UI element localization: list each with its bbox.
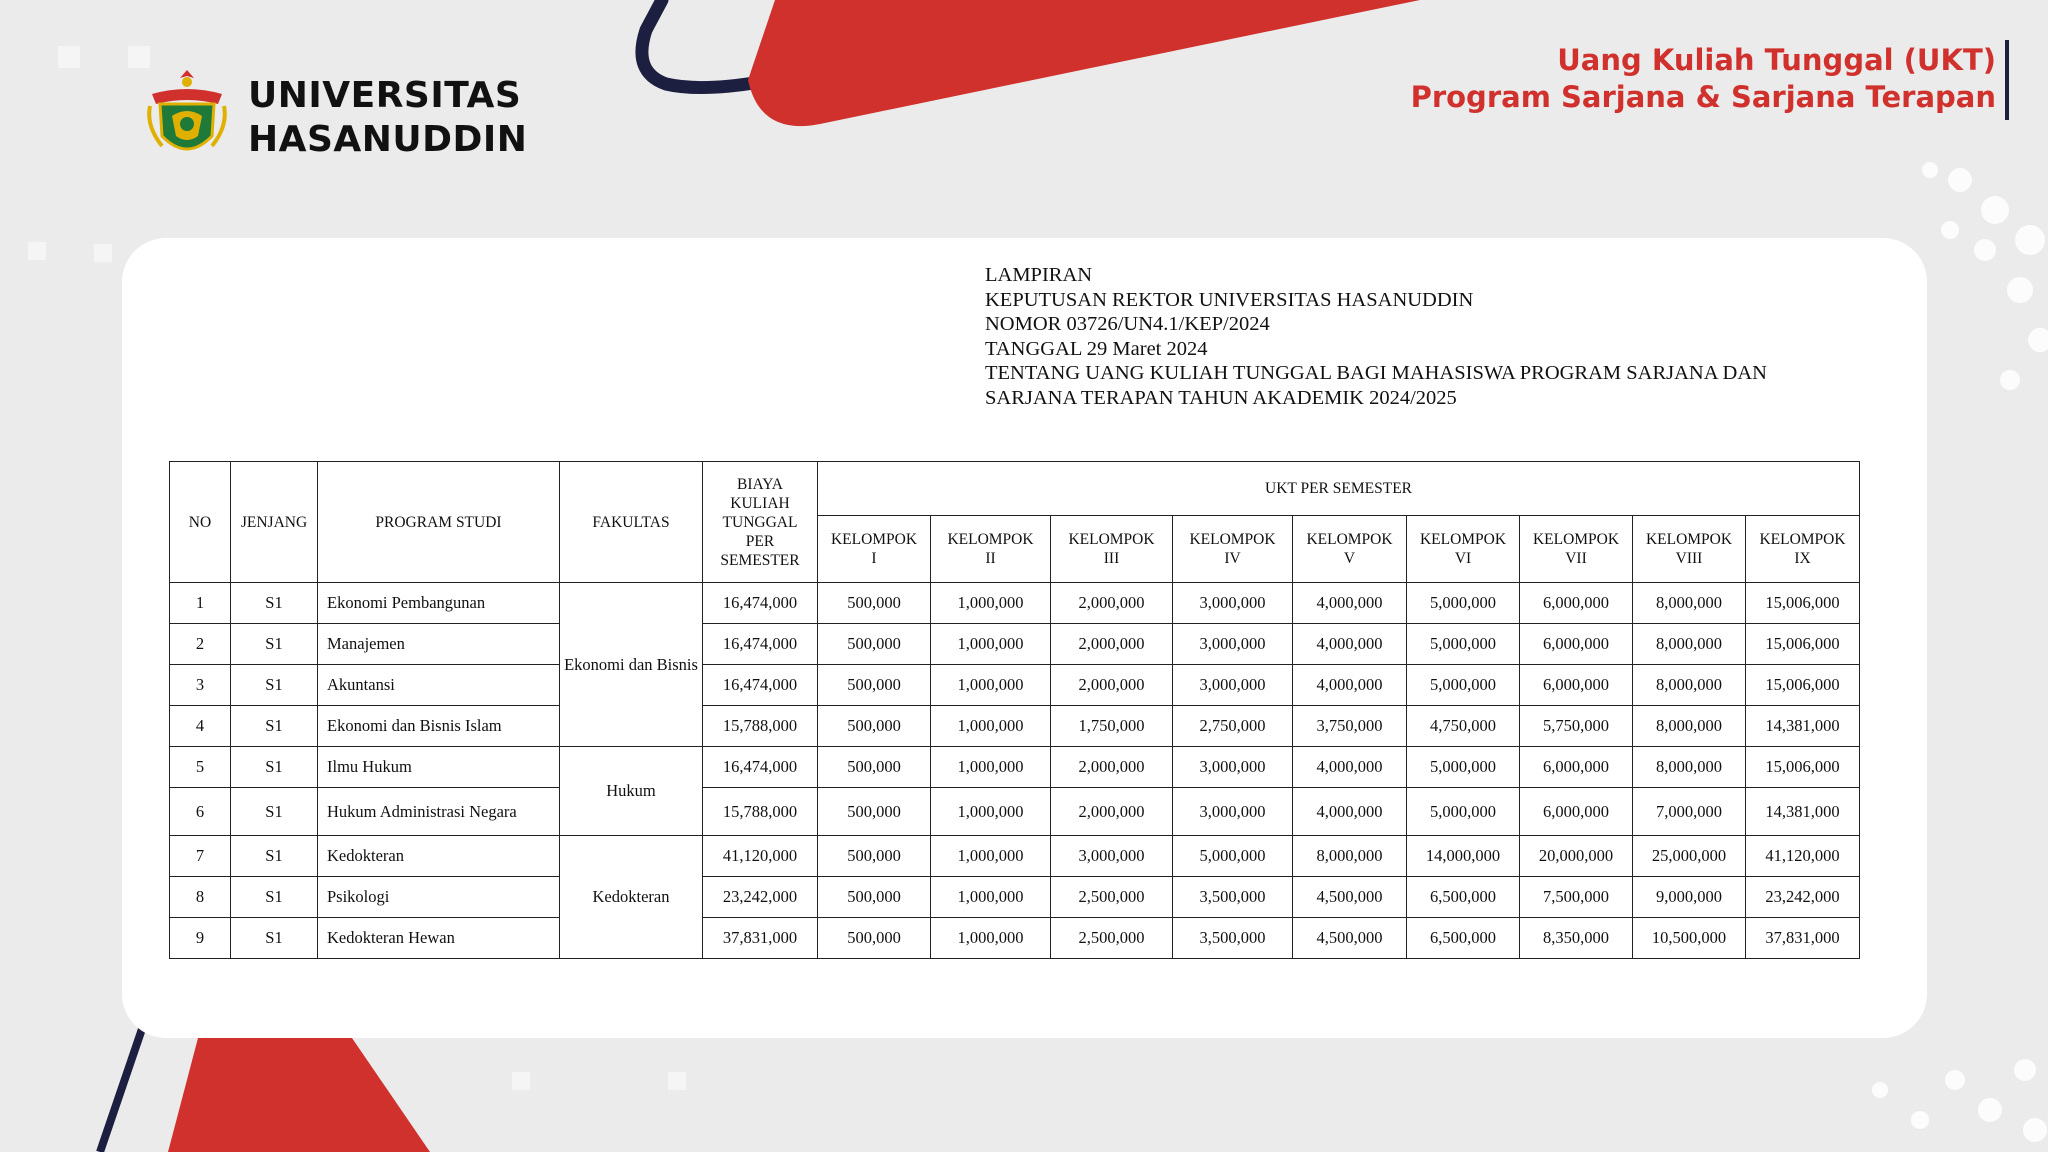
cell-kelompok: 1,000,000: [931, 918, 1051, 959]
cell-kelompok: 3,000,000: [1173, 747, 1293, 788]
kelompok-numeral: IX: [1794, 550, 1811, 567]
cell-kelompok: 1,000,000: [931, 836, 1051, 877]
cell-biaya: 15,788,000: [703, 788, 818, 836]
cell-kelompok: 9,000,000: [1633, 877, 1746, 918]
cell-fakultas: Hukum: [560, 747, 703, 836]
cell-kelompok: 6,000,000: [1520, 583, 1633, 624]
cell-kelompok: 5,000,000: [1407, 788, 1520, 836]
table-row: [170, 788, 1860, 836]
cell-kelompok: 7,000,000: [1633, 788, 1746, 836]
cell-biaya: 15,788,000: [703, 706, 818, 747]
cell-kelompok: 4,000,000: [1293, 583, 1407, 624]
cell-kelompok: 2,750,000: [1173, 706, 1293, 747]
cell-biaya: 41,120,000: [703, 836, 818, 877]
cell-kelompok: 1,000,000: [931, 665, 1051, 706]
cell-fakultas: Ekonomi dan Bisnis: [560, 583, 703, 747]
decree-line: LAMPIRAN: [985, 264, 1093, 286]
table-row: [170, 624, 1860, 665]
cell-kelompok: 8,000,000: [1633, 583, 1746, 624]
ukt-table: [169, 461, 1860, 959]
cell-no: 6: [170, 788, 231, 836]
cell-kelompok: 3,000,000: [1173, 788, 1293, 836]
cell-kelompok: 500,000: [818, 706, 931, 747]
cell-kelompok: 2,000,000: [1051, 747, 1173, 788]
header-kelompok: [1051, 516, 1173, 583]
cell-kelompok: 5,750,000: [1520, 706, 1633, 747]
cell-biaya: 16,474,000: [703, 665, 818, 706]
cell-kelompok: 15,006,000: [1746, 583, 1860, 624]
cell-no: 9: [170, 918, 231, 959]
header-no: NO: [170, 462, 231, 583]
cell-kelompok: 500,000: [818, 877, 931, 918]
cell-kelompok: 5,000,000: [1407, 624, 1520, 665]
cell-kelompok: 15,006,000: [1746, 665, 1860, 706]
header-ukt: UKT PER SEMESTER: [818, 462, 1860, 516]
header-biaya-line: KULIAH: [730, 494, 790, 512]
kelompok-numeral: III: [1103, 550, 1120, 567]
cell-jenjang: S1: [231, 583, 318, 624]
cell-jenjang: S1: [231, 665, 318, 706]
cell-no: 4: [170, 706, 231, 747]
cell-kelompok: 2,000,000: [1051, 624, 1173, 665]
cell-kelompok: 2,000,000: [1051, 665, 1173, 706]
cell-kelompok: 500,000: [818, 788, 931, 836]
cell-program: Kedokteran Hewan: [318, 918, 560, 959]
cell-kelompok: 4,000,000: [1293, 624, 1407, 665]
cell-kelompok: 14,381,000: [1746, 706, 1860, 747]
cell-kelompok: 1,000,000: [931, 706, 1051, 747]
cell-kelompok: 14,000,000: [1407, 836, 1520, 877]
header-jenjang: JENJANG: [231, 462, 318, 583]
cell-kelompok: 4,500,000: [1293, 918, 1407, 959]
header-kelompok: [1633, 516, 1746, 583]
cell-program: Psikologi: [318, 877, 560, 918]
cell-kelompok: 6,000,000: [1520, 747, 1633, 788]
cell-kelompok: 500,000: [818, 624, 931, 665]
kelompok-numeral: VII: [1565, 550, 1587, 567]
cell-jenjang: S1: [231, 788, 318, 836]
cell-fakultas: Kedokteran: [560, 836, 703, 959]
cell-kelompok: 14,381,000: [1746, 788, 1860, 836]
cell-no: 2: [170, 624, 231, 665]
header-kelompok: [1173, 516, 1293, 583]
header-program: PROGRAM STUDI: [318, 462, 560, 583]
table-row: [170, 706, 1860, 747]
page-title-line1: Uang Kuliah Tunggal (UKT): [1557, 43, 1996, 77]
cell-kelompok: 25,000,000: [1633, 836, 1746, 877]
cell-jenjang: S1: [231, 877, 318, 918]
cell-kelompok: 8,000,000: [1293, 836, 1407, 877]
cell-kelompok: 6,000,000: [1520, 665, 1633, 706]
cell-no: 3: [170, 665, 231, 706]
cell-kelompok: 1,000,000: [931, 788, 1051, 836]
cell-kelompok: 3,000,000: [1173, 583, 1293, 624]
cell-kelompok: 8,000,000: [1633, 706, 1746, 747]
cell-no: 7: [170, 836, 231, 877]
university-name-line1: UNIVERSITAS: [248, 75, 522, 116]
cell-program: Kedokteran: [318, 836, 560, 877]
decree-line: TANGGAL 29 Maret 2024: [985, 337, 1208, 360]
kelompok-label: KELOMPOK: [1419, 531, 1507, 548]
table-row: [170, 747, 1860, 788]
cell-kelompok: 5,000,000: [1407, 583, 1520, 624]
header-kelompok: [818, 516, 931, 583]
cell-kelompok: 3,500,000: [1173, 877, 1293, 918]
header-kelompok: [931, 516, 1051, 583]
cell-kelompok: 1,000,000: [931, 877, 1051, 918]
cell-kelompok: 3,000,000: [1173, 624, 1293, 665]
kelompok-numeral: VI: [1454, 550, 1472, 567]
cell-kelompok: 4,000,000: [1293, 788, 1407, 836]
decree-line: NOMOR 03726/UN4.1/KEP/2024: [985, 313, 1270, 336]
cell-no: 1: [170, 583, 231, 624]
cell-kelompok: 15,006,000: [1746, 747, 1860, 788]
cell-kelompok: 6,000,000: [1520, 788, 1633, 836]
kelompok-numeral: IV: [1224, 550, 1241, 567]
cell-jenjang: S1: [231, 624, 318, 665]
cell-kelompok: 4,000,000: [1293, 665, 1407, 706]
cell-kelompok: 3,000,000: [1173, 665, 1293, 706]
cell-kelompok: 7,500,000: [1520, 877, 1633, 918]
cell-biaya: 16,474,000: [703, 624, 818, 665]
header-biaya-line: PER: [745, 532, 775, 550]
decree-line: KEPUTUSAN REKTOR UNIVERSITAS HASANUDDIN: [985, 288, 1474, 311]
university-logo: [142, 66, 232, 166]
cell-kelompok: 23,242,000: [1746, 877, 1860, 918]
cell-kelompok: 6,500,000: [1407, 877, 1520, 918]
header-kelompok: [1293, 516, 1407, 583]
cell-kelompok: 4,750,000: [1407, 706, 1520, 747]
kelompok-label: KELOMPOK: [1306, 531, 1393, 548]
cell-jenjang: S1: [231, 706, 318, 747]
header-kelompok: [1746, 516, 1860, 583]
decree-line: SARJANA TERAPAN TAHUN AKADEMIK 2024/2025: [985, 386, 1457, 409]
cell-kelompok: 4,500,000: [1293, 877, 1407, 918]
kelompok-numeral: II: [985, 550, 996, 567]
cell-biaya: 37,831,000: [703, 918, 818, 959]
cell-kelompok: 500,000: [818, 747, 931, 788]
cell-kelompok: 4,000,000: [1293, 747, 1407, 788]
cell-program: Ekonomi dan Bisnis Islam: [318, 706, 560, 747]
cell-kelompok: 1,000,000: [931, 747, 1051, 788]
cell-jenjang: S1: [231, 747, 318, 788]
cell-kelompok: 8,350,000: [1520, 918, 1633, 959]
cell-kelompok: 1,750,000: [1051, 706, 1173, 747]
header-biaya-line: TUNGGAL: [722, 513, 798, 531]
cell-kelompok: 3,000,000: [1051, 836, 1173, 877]
table-row: [170, 836, 1860, 877]
cell-kelompok: 8,000,000: [1633, 747, 1746, 788]
cell-kelompok: 5,000,000: [1173, 836, 1293, 877]
header-biaya-line: SEMESTER: [720, 551, 800, 569]
kelompok-numeral: VIII: [1675, 550, 1703, 567]
cell-kelompok: 5,000,000: [1407, 665, 1520, 706]
decree-header: [985, 263, 1767, 411]
kelompok-label: KELOMPOK: [1532, 531, 1620, 548]
table-row: [170, 918, 1860, 959]
title-accent-bar: [2005, 40, 2009, 120]
cell-kelompok: 1,000,000: [931, 624, 1051, 665]
cell-kelompok: 1,000,000: [931, 583, 1051, 624]
cell-no: 8: [170, 877, 231, 918]
cell-kelompok: 500,000: [818, 583, 931, 624]
cell-kelompok: 2,000,000: [1051, 788, 1173, 836]
kelompok-label: KELOMPOK: [1645, 531, 1733, 548]
kelompok-label: KELOMPOK: [1068, 531, 1155, 548]
table-row: [170, 665, 1860, 706]
kelompok-label: KELOMPOK: [1759, 531, 1846, 548]
cell-program: Akuntansi: [318, 665, 560, 706]
kelompok-label: KELOMPOK: [947, 531, 1034, 548]
university-crest-icon: [142, 66, 232, 166]
header-kelompok: [1407, 516, 1520, 583]
cell-kelompok: 500,000: [818, 665, 931, 706]
kelompok-label: KELOMPOK: [830, 531, 918, 548]
cell-kelompok: 6,000,000: [1520, 624, 1633, 665]
cell-jenjang: S1: [231, 918, 318, 959]
cell-kelompok: 8,000,000: [1633, 665, 1746, 706]
cell-kelompok: 2,500,000: [1051, 918, 1173, 959]
cell-kelompok: 2,000,000: [1051, 583, 1173, 624]
table-row: [170, 877, 1860, 918]
kelompok-label: KELOMPOK: [1189, 531, 1276, 548]
kelompok-numeral: I: [871, 550, 877, 567]
header-biaya-line: BIAYA: [737, 475, 783, 493]
cell-kelompok: 8,000,000: [1633, 624, 1746, 665]
cell-no: 5: [170, 747, 231, 788]
table-header-row: [170, 462, 1860, 516]
table-row: [170, 583, 1860, 624]
cell-kelompok: 10,500,000: [1633, 918, 1746, 959]
cell-program: Manajemen: [318, 624, 560, 665]
cell-program: Ekonomi Pembangunan: [318, 583, 560, 624]
cell-kelompok: 5,000,000: [1407, 747, 1520, 788]
cell-kelompok: 15,006,000: [1746, 624, 1860, 665]
decree-line: TENTANG UANG KULIAH TUNGGAL BAGI MAHASISWA PROGRAM SARJANA DAN: [985, 362, 1767, 385]
page-title: [1411, 42, 1996, 116]
cell-kelompok: 2,500,000: [1051, 877, 1173, 918]
cell-kelompok: 6,500,000: [1407, 918, 1520, 959]
header-kelompok: [1520, 516, 1633, 583]
cell-kelompok: 20,000,000: [1520, 836, 1633, 877]
header-biaya: [703, 462, 818, 583]
cell-program: Ilmu Hukum: [318, 747, 560, 788]
cell-biaya: 16,474,000: [703, 747, 818, 788]
university-name-line2: HASANUDDIN: [248, 119, 528, 160]
cell-biaya: 16,474,000: [703, 583, 818, 624]
cell-kelompok: 3,750,000: [1293, 706, 1407, 747]
cell-program: Hukum Administrasi Negara: [318, 788, 560, 836]
cell-kelompok: 500,000: [818, 918, 931, 959]
cell-kelompok: 3,500,000: [1173, 918, 1293, 959]
cell-kelompok: 37,831,000: [1746, 918, 1860, 959]
kelompok-numeral: V: [1343, 550, 1356, 567]
page-title-line2: Program Sarjana & Sarjana Terapan: [1410, 80, 1996, 114]
cell-kelompok: 41,120,000: [1746, 836, 1860, 877]
cell-biaya: 23,242,000: [703, 877, 818, 918]
cell-jenjang: S1: [231, 836, 318, 877]
cell-kelompok: 500,000: [818, 836, 931, 877]
university-name: [248, 74, 527, 162]
header-fakultas: FAKULTAS: [560, 462, 703, 583]
